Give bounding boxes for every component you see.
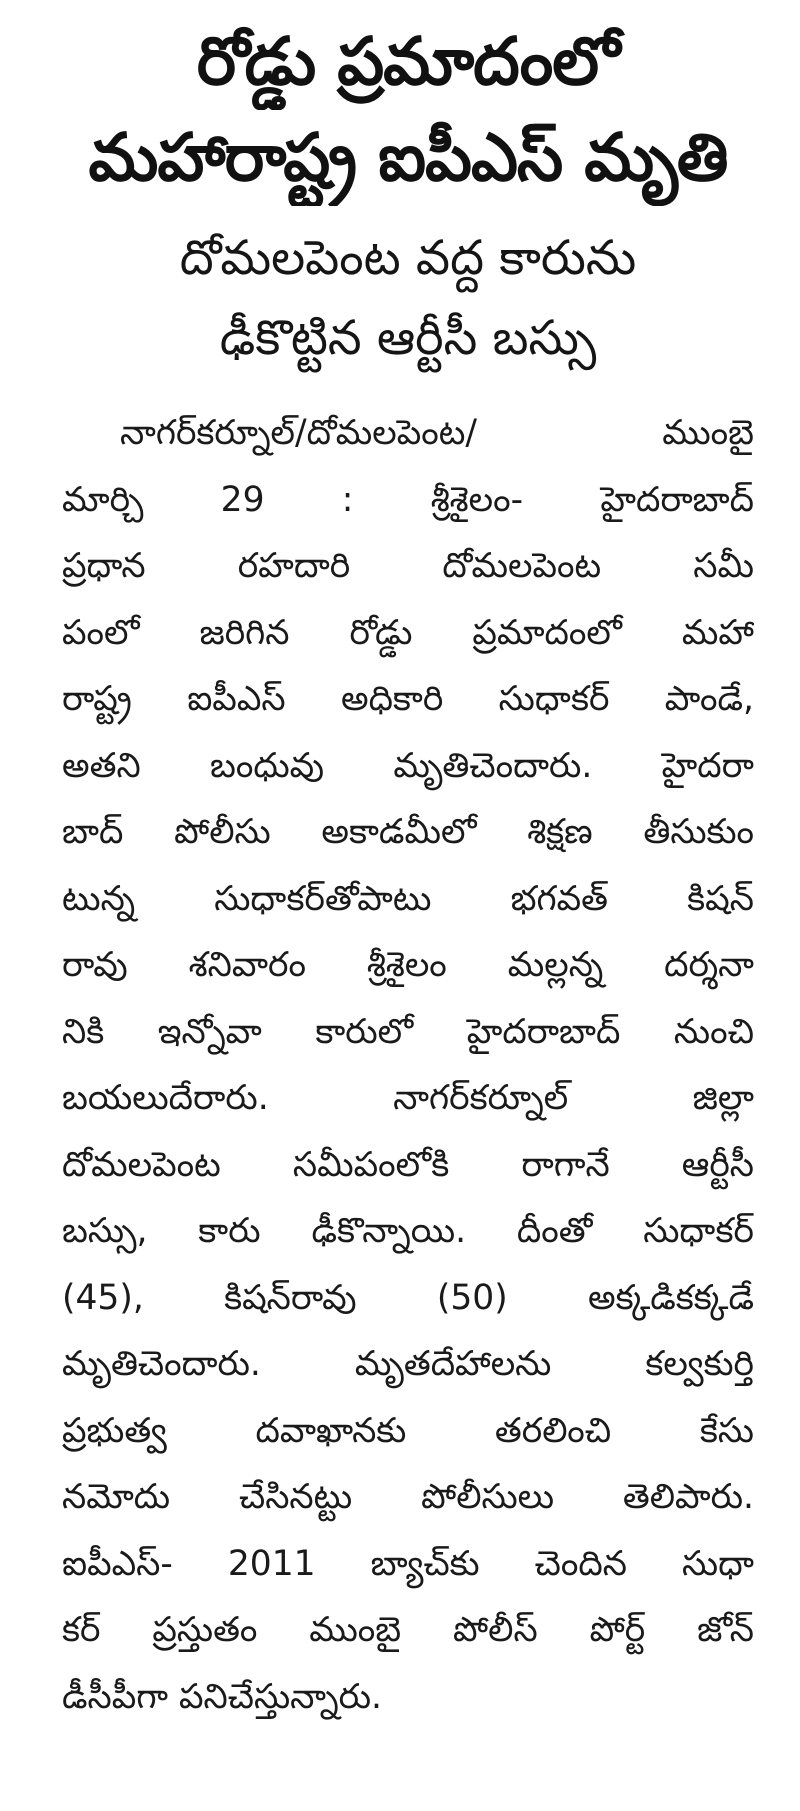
subheadline-line: ఢీకొట్టిన ఆర్టీసీ బస్సు <box>219 310 597 366</box>
body-line: రావు శనివారం శ్రీశైలం మల్లన్న దర్శనా <box>62 945 754 985</box>
body-line: పంలో జరిగిన రోడ్డు ప్రమాదంలో మహా <box>62 612 754 653</box>
body-line: మార్చి 29 : శ్రీశైలం- హైదరాబాద్ <box>62 479 754 520</box>
body-line: రాష్ట్ర ఐపీఎస్ అధికారి సుధాకర్ పాండే, <box>62 679 754 719</box>
headline-line: రోడ్డు ప్రమాదంలో <box>196 23 620 100</box>
body-line: బాద్ పోలీసు అకాడమీలో శిక్షణ తీసుకుం <box>62 812 754 852</box>
article-body <box>62 400 754 1730</box>
body-line: టున్న సుధాకర్‌తోపాటు భగవత్ కిషన్ <box>62 878 754 919</box>
body-line: నమోదు చేసినట్టు పోలీసులు తెలిపారు. <box>62 1477 754 1517</box>
body-line: ఐపీఎస్- 2011 బ్యాచ్‌కు చెందిన సుధా <box>62 1543 754 1584</box>
body-line: బస్సు, కారు ఢీకొన్నాయి. దీంతో సుధాకర్ <box>62 1211 754 1251</box>
body-line: నాగర్‌కర్నూల్/దోమలపెంట/ ముంబై <box>120 413 754 453</box>
body-line: బయలుదేరారు. నాగర్‌కర్నూల్ జిల్లా <box>62 1078 754 1118</box>
body-line: (45), కిషన్‌రావు (50) అక్కడికక్కడే <box>62 1277 754 1318</box>
subheadline-line: దోమలపెంట వద్ద కారును <box>179 230 637 286</box>
body-line: నికి ఇన్నోవా కారులో హైదరాబాద్ నుంచి <box>62 1011 754 1052</box>
body-line: డీసీపీగా పనిచేస్తున్నారు. <box>62 1676 382 1717</box>
subheadline <box>62 218 754 378</box>
body-line: ప్రభుత్వ దవాఖానకు తరలించి కేసు <box>62 1410 754 1451</box>
body-line: మృతిచెందారు. మృతదేహాలను కల్వకుర్తి <box>62 1344 754 1384</box>
headline <box>62 14 754 206</box>
body-line: కర్ ప్రస్తుతం ముంబై పోలీస్ పోర్ట్ జోన్ <box>62 1610 754 1650</box>
body-line: అతని బంధువు మృతిచెందారు. హైదరా <box>62 745 754 786</box>
headline-line: మహారాష్ట్ర ఐపీఎస్ మృతి <box>88 119 728 196</box>
body-line: దోమలపెంట సమీపంలోకి రాగానే ఆర్టీసీ <box>62 1144 754 1185</box>
body-line: ప్రధాన రహదారి దోమలపెంట సమీ <box>62 546 754 586</box>
